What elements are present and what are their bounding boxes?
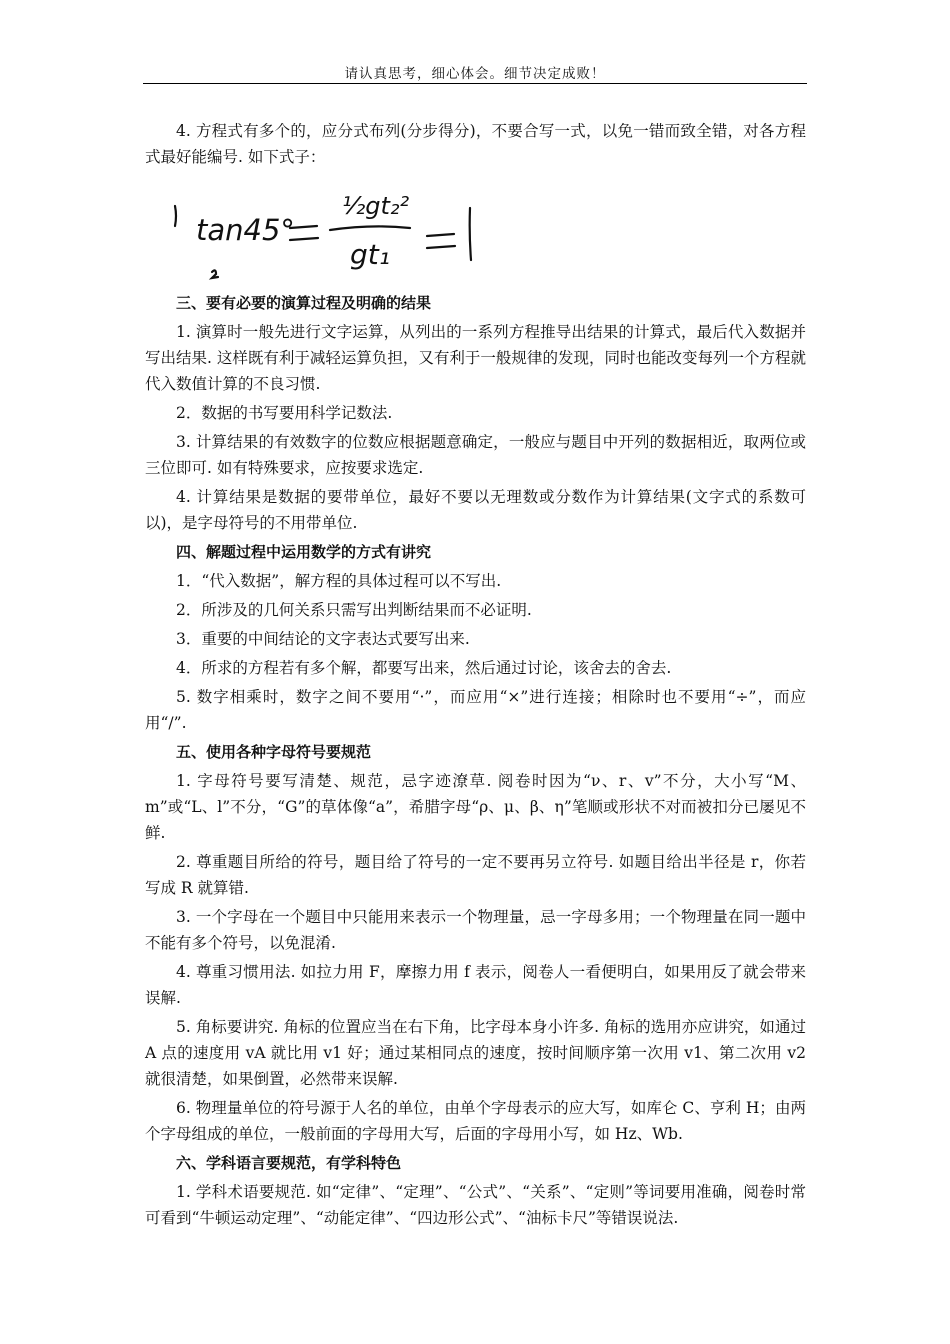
section-5-item-6: 6. 物理量单位的符号源于人名的单位，由单个字母表示的应大写，如库仑 C、亨利 H；由两个字母组成的单位，一般前面的字母用大写，后面的字母用小写，如 Hz、Wb. [145, 1099, 806, 1143]
section-6-item-1: 1. 学科术语要规范. 如“定律”、“定理”、“公式”、“关系”、“定则”等词要用准确，阅卷时常可看到“牛顿运动定理”、“动能定律”、“四边形公式”、“油标卡尺”等错误说法. [145, 1183, 806, 1227]
page-header-slogan: 请认真思考，细心体会。细节决定成败！ [344, 66, 606, 82]
formula-numerator: ½gt₂² [342, 192, 410, 220]
paragraph-equation-intro: 4. 方程式有多个的，应分式布列(分步得分)，不要合写一式，以免一错而致全错，对各方程式最好能编号. 如下式子： [145, 122, 806, 166]
section-3-item-1: 1. 演算时一般先进行文字运算，从列出的一系列方程推导出结果的计算式，最后代入数据并写出结果. 这样既有利于减轻运算负担，又有利于一般规律的发现，同时也能改变每列一个方程就代入数值计算的不良习惯. [145, 323, 806, 393]
formula-lhs: tan45° [196, 213, 295, 247]
section-4-item-4: 4．所求的方程若有多个解，都要写出来，然后通过讨论，该舍去的舍去. [176, 659, 672, 677]
document-body [145, 118, 806, 1231]
header-divider [143, 83, 807, 84]
section-4-item-3: 3．重要的中间结论的文字表达式要写出来. [176, 630, 470, 648]
section-4-item-5: 5. 数字相乘时，数字之间不要用“·”，而应用“×”进行连接；相除时也不要用“÷”，而应用“/”. [145, 688, 806, 732]
formula-denominator: gt₁ [350, 238, 390, 271]
section-3-item-4: 4. 计算结果是数据的要带单位，最好不要以无理数或分数作为计算结果(文字式的系数可以)，是字母符号的不用带单位. [145, 488, 806, 532]
section-5-item-2: 2. 尊重题目所给的符号，题目给了符号的一定不要再另立符号. 如题目给出半径是 r，你若写成 R 就算错. [145, 853, 806, 897]
handwritten-formula-image [172, 176, 492, 280]
section-3-item-2: 2．数据的书写要用科学记数法. [176, 404, 393, 422]
section-5-heading: 五、使用各种字母符号要规范 [176, 743, 372, 761]
section-3-item-3: 3. 计算结果的有效数字的位数应根据题意确定，一般应与题目中开列的数据相近，取两位或三位即可. 如有特殊要求，应按要求选定. [145, 433, 806, 477]
handwritten-formula [145, 176, 806, 280]
section-4-item-2: 2．所涉及的几何关系只需写出判断结果而不必证明. [176, 601, 532, 619]
section-4-item-1: 1．“代入数据”，解方程的具体过程可以不写出. [176, 572, 502, 590]
section-4-heading: 四、解题过程中运用数学的方式有讲究 [176, 543, 432, 561]
section-5-item-5: 5. 角标要讲究. 角标的位置应当在右下角，比字母本身小许多. 角标的选用亦应讲究，如通过 A 点的速度用 vA 就比用 v1 好；通过某相同点的速度，按时间顺序第一次用 v1、第二次用 v2 就很清楚，如果倒置，必然带来误解. [145, 1018, 806, 1088]
section-6-heading: 六、学科语言要规范，有学科特色 [176, 1154, 402, 1172]
section-3-heading: 三、要有必要的演算过程及明确的结果 [176, 294, 432, 312]
section-5-item-3: 3. 一个字母在一个题目中只能用来表示一个物理量，忌一字母多用；一个物理量在同一题中不能有多个符号，以免混淆. [145, 908, 806, 952]
section-5-item-4: 4. 尊重习惯用法. 如拉力用 F，摩擦力用 f 表示，阅卷人一看便明白，如果用反了就会带来误解. [145, 963, 806, 1007]
section-5-item-1: 1. 字母符号要写清楚、规范，忌字迹潦草. 阅卷时因为“ν、r、v”不分，大小写“M、m”或“L、l”不分，“G”的草体像“a”，希腊字母“ρ、μ、β、η”笔顺或形状不对而被扣分已屡见不鲜. [145, 772, 806, 842]
